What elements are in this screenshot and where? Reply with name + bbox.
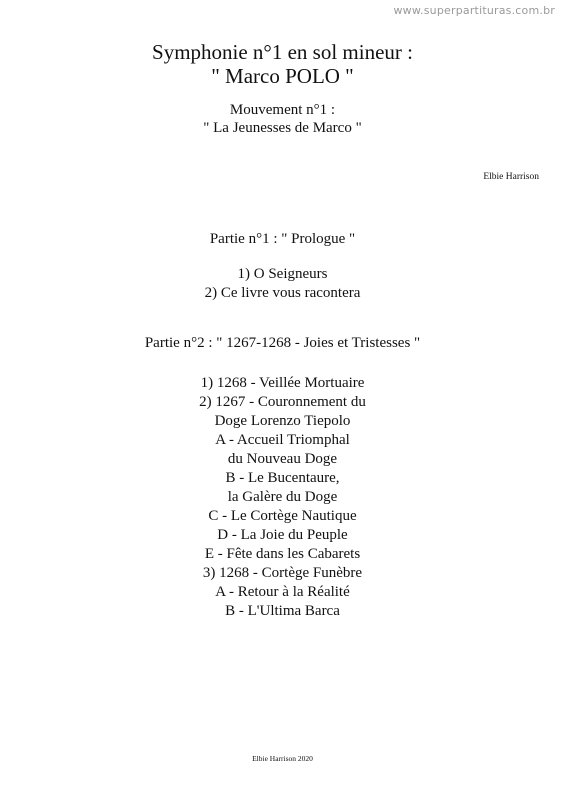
part1-heading: Partie n°1 : " Prologue " xyxy=(209,231,356,247)
list-item: B - L'Ultima Barca xyxy=(225,603,340,619)
list-item: 2) Ce livre vous racontera xyxy=(204,285,361,301)
list-item: B - Le Bucentaure, xyxy=(225,470,340,486)
list-item: 3) 1268 - Cortège Funèbre xyxy=(202,565,363,581)
part2-list xyxy=(0,374,565,621)
list-item: la Galère du Doge xyxy=(227,489,338,505)
footer-copyright: Elbie Harrison 2020 xyxy=(252,754,313,763)
composer-name: Elbie Harrison xyxy=(483,172,539,182)
list-item: A - Accueil Triomphal xyxy=(215,432,350,448)
movement-title xyxy=(0,101,565,137)
list-item: 1) O Seigneurs xyxy=(237,266,328,282)
movement-line-2: " La Jeunesses de Marco " xyxy=(203,120,362,136)
symphony-title xyxy=(0,40,565,88)
movement-line-1: Mouvement n°1 : xyxy=(229,102,336,118)
list-item: 2) 1267 - Couronnement du xyxy=(199,394,366,410)
list-item: du Nouveau Doge xyxy=(227,451,338,467)
list-item: D - La Joie du Peuple xyxy=(217,527,348,543)
list-item: E - Fête dans les Cabarets xyxy=(204,546,361,562)
title-line-2: " Marco POLO " xyxy=(211,64,354,88)
list-item: A - Retour à la Réalité xyxy=(215,584,350,600)
site-watermark: www.superpartituras.com.br xyxy=(393,4,555,17)
list-item: 1) 1268 - Veillée Mortuaire xyxy=(200,375,365,391)
list-item: C - Le Cortège Nautique xyxy=(208,508,357,524)
part1-list xyxy=(0,265,565,303)
list-item: Doge Lorenzo Tiepolo xyxy=(214,413,351,429)
title-line-1: Symphonie n°1 en sol mineur : xyxy=(152,40,413,64)
part2-heading: Partie n°2 : " 1267-1268 - Joies et Tristesses " xyxy=(144,335,421,351)
